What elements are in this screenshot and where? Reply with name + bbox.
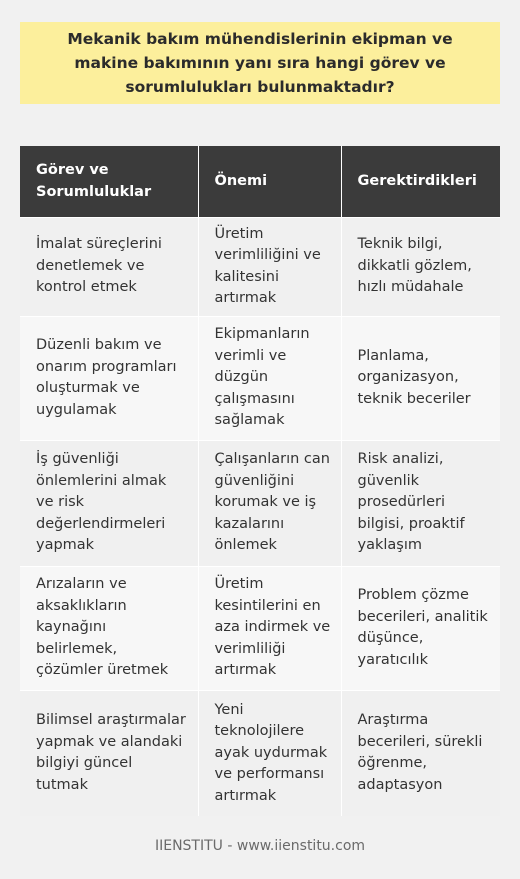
table-row xyxy=(20,690,500,816)
table-cell-task: Düzenli bakım ve onarım programları oluşturmak ve uygulamak xyxy=(20,316,198,440)
table-cell-task: Bilimsel araştırmalar yapmak ve alandaki bilgiyi güncel tutmak xyxy=(20,690,198,816)
table-cell-requirements: Teknik bilgi, dikkatli gözlem, hızlı müdahale xyxy=(341,217,500,316)
table-row xyxy=(20,566,500,690)
column-header-tasks: Görev ve Sorumluluklar xyxy=(20,146,198,217)
table-cell-requirements: Problem çözme becerileri, analitik düşünce, yaratıcılık xyxy=(341,566,500,690)
table-cell-requirements: Planlama, organizasyon, teknik beceriler xyxy=(341,316,500,440)
column-header-requirements: Gerektirdikleri xyxy=(357,173,477,190)
table-row xyxy=(20,440,500,566)
table-header-row xyxy=(20,146,500,217)
table-cell-importance: Üretim verimliliğini ve kalitesini artırmak xyxy=(198,217,341,316)
table-row xyxy=(20,217,500,316)
table-cell-task: İmalat süreçlerini denetlemek ve kontrol etmek xyxy=(20,217,198,316)
table-cell-importance: Ekipmanların verimli ve düzgün çalışmasını sağlamak xyxy=(198,316,341,440)
table-cell-requirements: Araştırma becerileri, sürekli öğrenme, adaptasyon xyxy=(341,690,500,816)
table-cell-task: Arızaların ve aksaklıkların kaynağını belirlemek, çözümler üretmek xyxy=(20,566,198,690)
table-cell-importance: Üretim kesintilerini en aza indirmek ve verimliliği artırmak xyxy=(198,566,341,690)
column-header-importance: Önemi xyxy=(198,146,341,217)
page-title: Mekanik bakım mühendislerinin ekipman ve makine bakımının yanı sıra hangi görev ve sorumlulukları bulunmaktadır? xyxy=(67,30,453,96)
table-cell-importance: Çalışanların can güvenliğini korumak ve iş kazalarını önlemek xyxy=(198,440,341,566)
table-cell-requirements: Risk analizi, güvenlik prosedürleri bilgisi, proaktif yaklaşım xyxy=(341,440,500,566)
table-cell-task: İş güvenliği önlemlerini almak ve risk değerlendirmeleri yapmak xyxy=(20,440,198,566)
table-row xyxy=(20,316,500,440)
title-banner xyxy=(20,22,500,104)
responsibilities-table xyxy=(20,146,500,816)
footer-credit: IIENSTITU - www.iienstitu.com xyxy=(154,838,366,854)
table-cell-importance: Yeni teknolojilere ayak uydurmak ve performansı artırmak xyxy=(198,690,341,816)
